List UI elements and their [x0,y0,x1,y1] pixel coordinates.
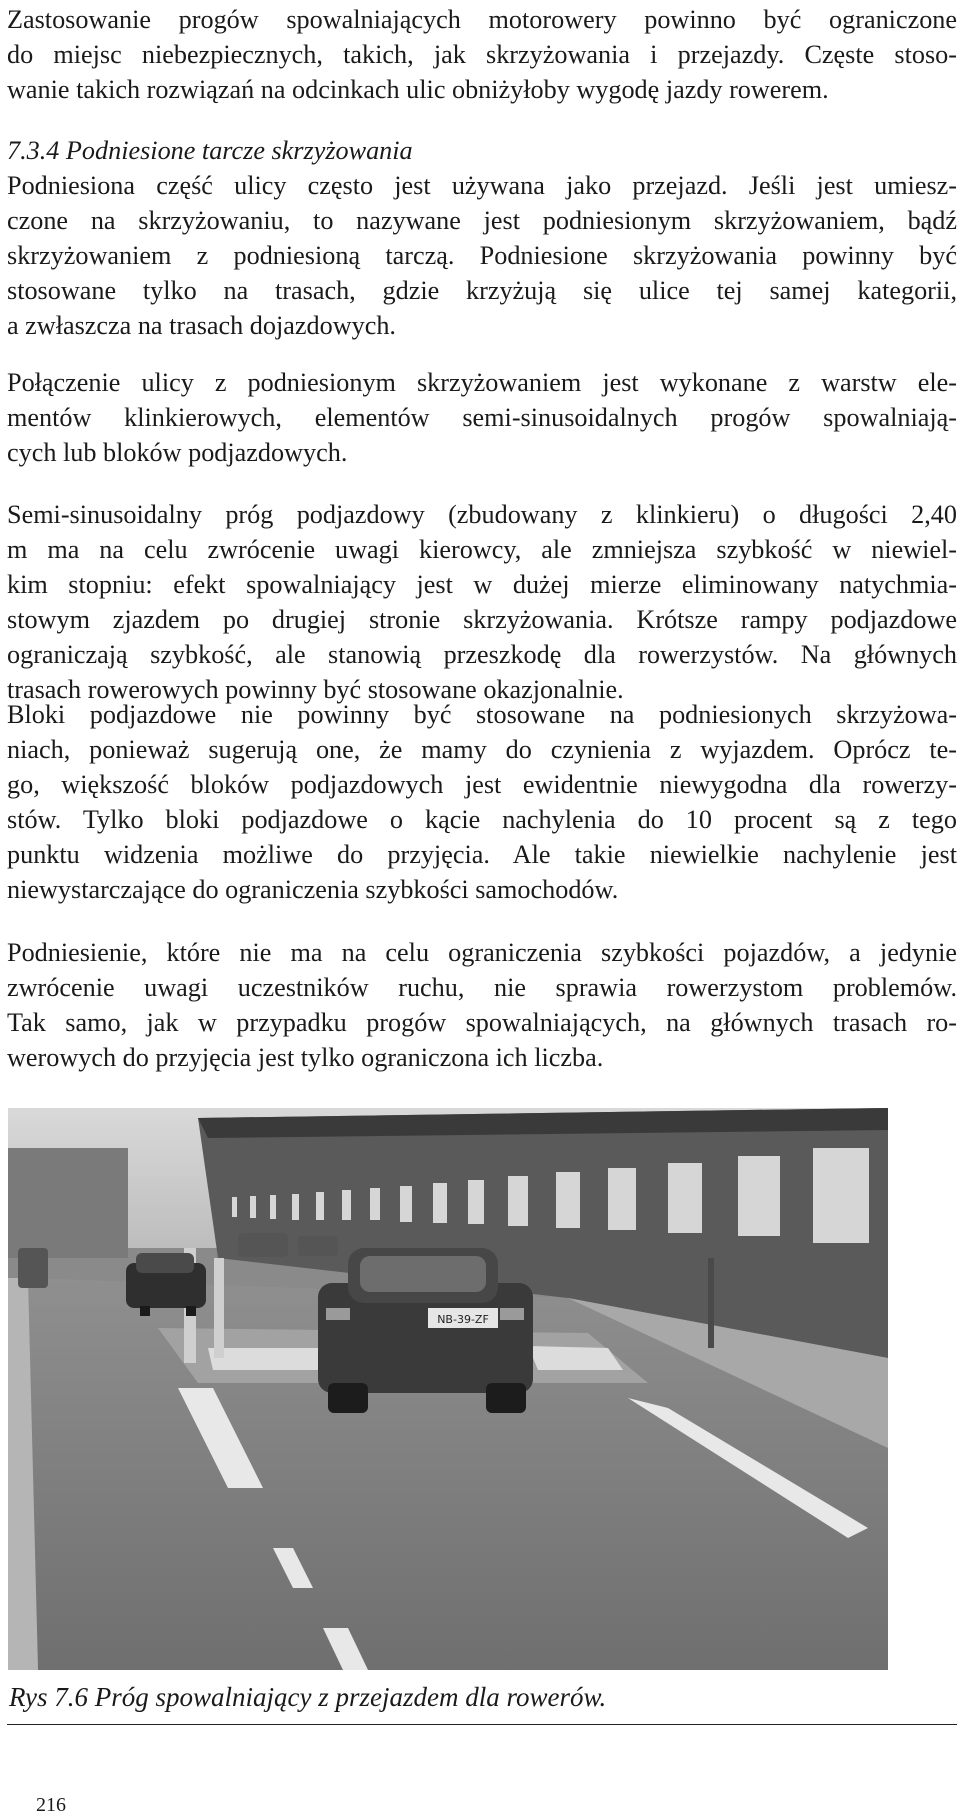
page-number: 216 [36,1794,66,1816]
text-line: niewystarczające do ograniczenia szybkości samochodów. [7,875,619,904]
text-line: Podniesienie, które nie ma na celu ograniczenia szybkości pojazdów, a jedynie [7,938,957,967]
text-line: go, większość bloków podjazdowych jest ewidentnie niewygodna dla rowerzy- [7,770,957,799]
text-line: kim stopniu: efekt spowalniający jest w dużej mierze eliminowany natychmia- [7,570,957,599]
text-line: a zwłaszcza na trasach dojazdowych. [7,311,396,340]
distant-trees [8,1148,128,1258]
text-line: zwrócenie uwagi uczestników ruchu, nie sprawia rowerzystom problemów. [7,973,957,1002]
section-heading-text: 7.3.4 Podniesione tarcze skrzyżowania [7,136,413,165]
paragraph-speed-bumps-intro [7,2,957,107]
paragraph-connection [7,365,957,470]
street-scene-illustration [8,1108,888,1670]
text-line: trasach rowerowych powinny być stosowane okazjonalnie. [7,675,624,704]
sidewalk-tree [708,1258,714,1348]
paragraph-raised-intersections [7,168,957,343]
section-heading [7,133,957,168]
text-line: Tak samo, jak w przypadku progów spowalniających, na głównych trasach ro- [7,1008,957,1037]
text-line: wanie takich rozwiązań na odcinkach ulic obniżyłoby wygodę jazdy rowerem. [7,75,829,104]
text-line: mentów klinkierowych, elementów semi-sinusoidalnych progów spowalniają- [7,403,957,432]
text-line: Bloki podjazdowe nie powinny być stosowane na podniesionych skrzyżowa- [7,700,957,729]
caption-divider [7,1724,957,1725]
text-line: stosowane tylko na trasach, gdzie krzyżują się ulice tej samej kategorii, [7,276,957,305]
paragraph-raising-attention [7,935,957,1075]
license-plate-text: NB-39-ZF [437,1313,489,1326]
text-line: stów. Tylko bloki podjazdowe o kącie nachylenia do 10 procent są z tego [7,805,957,834]
parked-car-left [126,1253,206,1316]
text-line: do miejsc niebezpiecznych, takich, jak skrzyżowania i przejazdy. Częste stoso- [7,40,957,69]
text-line: ograniczają szybkość, ale stanowią przeszkodę dla rowerzystów. Na głównych [7,640,957,669]
text-line: punktu widzenia możliwe do przyjęcia. Ale takie niewielkie nachylenie jest [7,840,957,869]
text-line: czone na skrzyżowaniu, to nazywane jest podniesionym skrzyżowaniem, bądź [7,206,957,235]
text-line: stowym zjazdem po drugiej stronie skrzyżowania. Krótsze rampy podjazdowe [7,605,957,634]
paragraph-ramp-blocks [7,697,957,907]
text-line: skrzyżowaniem z podniesioną tarczą. Podniesione skrzyżowania powinny być [7,241,957,270]
figure-caption: Rys 7.6 Próg spowalniający z przejazdem dla rowerów. [9,1682,607,1712]
text-line: Połączenie ulicy z podniesionym skrzyżowaniem jest wykonane z warstw ele- [7,368,957,397]
text-line: m ma na celu zwrócenie uwagi kierowcy, ale zmniejsza szybkość w niewiel- [7,535,957,564]
text-line: Zastosowanie progów spowalniających motorowery powinno być ograniczone [7,5,957,34]
text-line: cych lub bloków podjazdowych. [7,438,348,467]
text-line: Semi-sinusoidalny próg podjazdowy (zbudowany z klinkieru) o długości 2,40 [7,500,957,529]
text-line: Podniesiona część ulicy często jest używana jako przejazd. Jeśli jest umiesz- [7,171,957,200]
text-line: niach, ponieważ sugerują one, że mamy do czynienia z wyjazdem. Oprócz te- [7,735,957,764]
figure-photo [8,1108,888,1670]
paragraph-semi-sinusoidal [7,497,957,707]
text-line: werowych do przyjęcia jest tylko ograniczona ich liczba. [7,1043,604,1072]
